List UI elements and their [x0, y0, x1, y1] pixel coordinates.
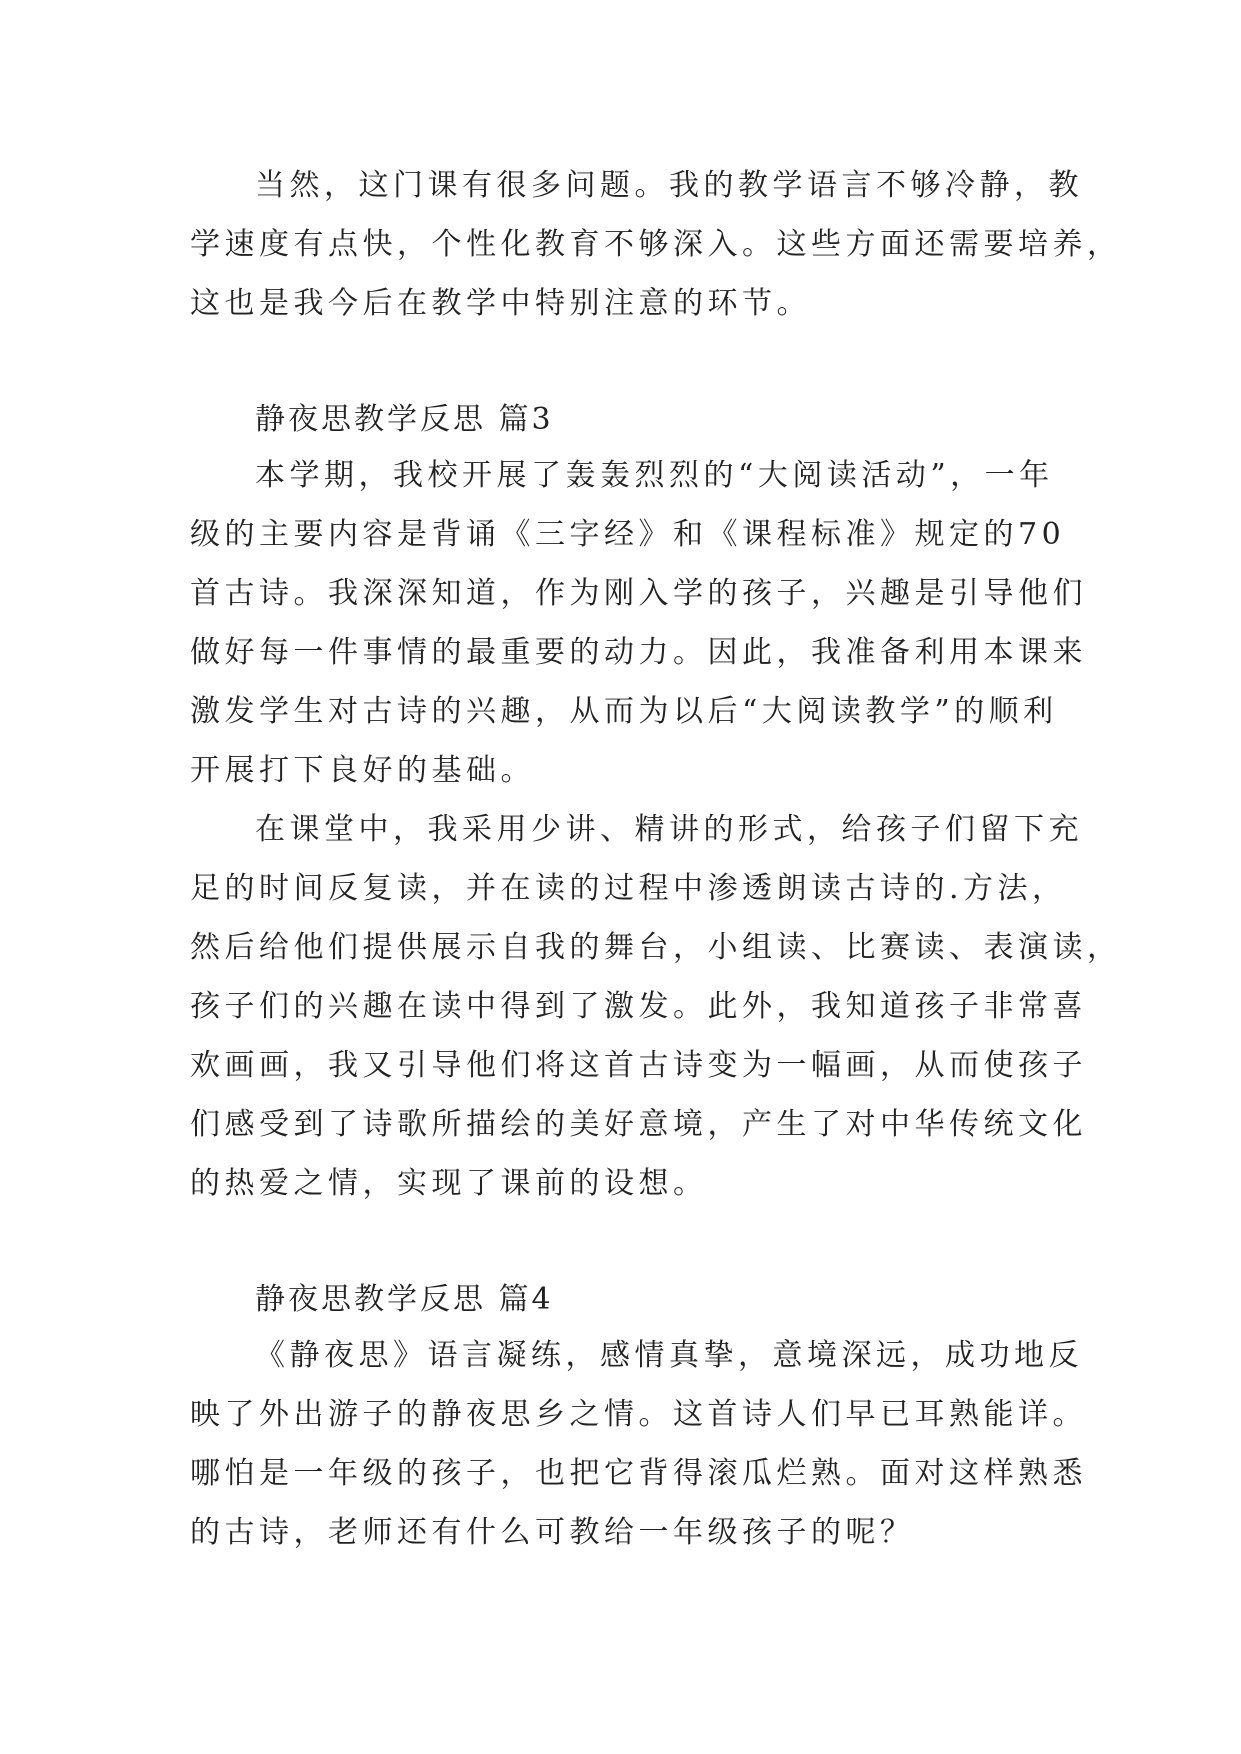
- paragraph-2-line-6: 开展打下良好的基础。: [190, 753, 535, 788]
- paragraph-2-line-4: 做好每一件事情的最重要的动力。因此，我准备利用本课来: [190, 635, 1087, 670]
- paragraph-2-line-3: 首古诗。我深深知道，作为刚入学的孩子，兴趣是引导他们: [190, 576, 1087, 611]
- paragraph-2-line-1: 本学期，我校开展了轰轰烈烈的“大阅读活动”，一年: [255, 458, 1054, 493]
- paragraph-3-line-2: 足的时间反复读，并在读的过程中渗透朗读古诗的.方法，: [190, 871, 1067, 906]
- paragraph-3-line-7: 的热爱之情，实现了课前的设想。: [190, 1166, 708, 1201]
- paragraph-2-line-2: 级的主要内容是背诵《三字经》和《课程标准》规定的70: [190, 517, 1066, 552]
- paragraph-4-line-4: 的古诗，老师还有什么可教给一年级孩子的呢？: [190, 1515, 915, 1550]
- section-heading-4: 静夜思教学反思 篇4: [255, 1282, 554, 1317]
- paragraph-2-line-5: 激发学生对古诗的兴趣，从而为以后“大阅读教学”的顺利: [190, 694, 1058, 729]
- paragraph-3-line-5: 欢画画，我又引导他们将这首古诗变为一幅画，从而使孩子: [190, 1048, 1087, 1083]
- section-heading-3: 静夜思教学反思 篇3: [255, 402, 554, 437]
- paragraph-1-line-1: 当然，这门课有很多问题。我的教学语言不够冷静，教: [255, 168, 1083, 203]
- paragraph-4-line-2: 映了外出游子的静夜思乡之情。这首诗人们早已耳熟能详。: [190, 1397, 1087, 1432]
- paragraph-4-line-3: 哪怕是一年级的孩子，也把它背得滚瓜烂熟。面对这样熟悉: [190, 1456, 1087, 1491]
- paragraph-3-line-4: 孩子们的兴趣在读中得到了激发。此外，我知道孩子非常喜: [190, 989, 1087, 1024]
- paragraph-3-line-3: 然后给他们提供展示自我的舞台，小组读、比赛读、表演读，: [190, 930, 1122, 965]
- paragraph-3-line-6: 们感受到了诗歌所描绘的美好意境，产生了对中华传统文化: [190, 1107, 1087, 1142]
- paragraph-4-line-1: 《静夜思》语言凝练，感情真挚，意境深远，成功地反: [255, 1338, 1083, 1373]
- paragraph-1-line-3: 这也是我今后在教学中特别注意的环节。: [190, 286, 811, 321]
- paragraph-3-line-1: 在课堂中，我采用少讲、精讲的形式，给孩子们留下充: [255, 812, 1083, 847]
- paragraph-1-line-2: 学速度有点快，个性化教育不够深入。这些方面还需要培养，: [190, 227, 1122, 262]
